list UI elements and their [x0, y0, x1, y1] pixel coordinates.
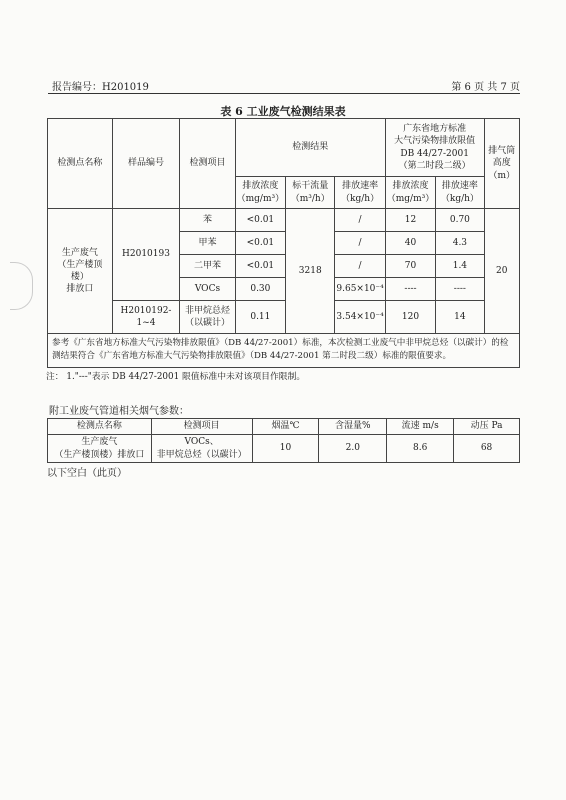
point-name-cell: 生产废气 （生产楼顶楼） 排放口	[48, 209, 113, 334]
params-header: 流速 m/s	[387, 419, 454, 435]
rate-cell: /	[335, 209, 385, 232]
col-header-result: 检测结果	[235, 119, 385, 177]
col-header-limit-rate: 排放速率 （kg/h）	[436, 177, 484, 209]
limit-rate-cell: 0.70	[436, 209, 484, 232]
params-header: 检测点名称	[48, 419, 152, 435]
limit-rate-cell: 4.3	[436, 232, 484, 255]
flue-gas-params-table	[47, 418, 520, 463]
rate-cell: /	[335, 232, 385, 255]
limit-conc-cell: 70	[385, 255, 435, 278]
footnote: 注： 1."---"表示 DB 44/27-2001 限值标准中未对该项目作限制。	[46, 372, 306, 382]
col-header-item: 检测项目	[180, 119, 235, 209]
params-cell: VOCs、 非甲烷总烃（以碳计）	[151, 435, 252, 463]
table-title: 表 6 工业废气检测结果表	[220, 105, 346, 118]
params-header: 检测项目	[151, 419, 252, 435]
header-rule	[48, 93, 520, 94]
table-row	[48, 209, 520, 232]
col-header-rate: 排放速率 （kg/h）	[335, 177, 385, 209]
emission-results-table	[47, 118, 520, 368]
blank-below-note: 以下空白（此页）	[47, 468, 127, 479]
params-cell: 2.0	[319, 435, 387, 463]
limit-rate-cell: 14	[436, 301, 484, 334]
flow-cell: 3218	[286, 209, 335, 334]
col-header-point: 检测点名称	[48, 119, 113, 209]
binding-seal-mark	[10, 262, 33, 310]
limit-conc-cell: ----	[385, 278, 435, 301]
sample-id-cell: H2010193	[112, 209, 180, 301]
item-cell: VOCs	[180, 278, 235, 301]
col-header-flow: 标干流量 （m³/h）	[286, 177, 335, 209]
params-header: 烟温℃	[252, 419, 319, 435]
reference-note: 参考《广东省地方标准大气污染物排放限值》（DB 44/27-2001）标准，本次检测工业废气中非甲烷总烃（以碳计）的检测结果符合《广东省地方标准大气污染物排放限值》（DB 44/27-2001 第二时段二级）标准的限值要求。	[48, 334, 520, 368]
params-cell: 8.6	[387, 435, 454, 463]
params-cell: 10	[252, 435, 319, 463]
item-cell: 苯	[180, 209, 235, 232]
col-header-conc: 排放浓度 （mg/m³）	[235, 177, 285, 209]
col-header-sample: 样品编号	[112, 119, 180, 209]
params-header: 动压 Pa	[454, 419, 520, 435]
sample-id-cell: H2010192-1~4	[112, 301, 180, 334]
height-cell: 20	[484, 209, 519, 334]
conc-cell: <0.01	[235, 232, 285, 255]
limit-conc-cell: 120	[385, 301, 435, 334]
col-header-limit: 广东省地方标准 大气污染物排放限值 DB 44/27-2001 （第二时段二级）	[385, 119, 484, 177]
page-number: 第 6 页 共 7 页	[451, 82, 520, 93]
conc-cell: 0.30	[235, 278, 285, 301]
params-cell: 生产废气 （生产楼顶楼）排放口	[48, 435, 152, 463]
rate-cell: 9.65×10⁻⁴	[335, 278, 385, 301]
report-number: 报告编号：H201019	[52, 82, 149, 93]
item-cell: 甲苯	[180, 232, 235, 255]
rate-cell: 3.54×10⁻⁴	[335, 301, 385, 334]
conc-cell: 0.11	[235, 301, 285, 334]
conc-cell: <0.01	[235, 255, 285, 278]
limit-conc-cell: 40	[385, 232, 435, 255]
table-row	[48, 435, 520, 463]
params-header: 含湿量%	[319, 419, 387, 435]
rate-cell: /	[335, 255, 385, 278]
limit-conc-cell: 12	[385, 209, 435, 232]
col-header-limit-conc: 排放浓度 （mg/m³）	[385, 177, 435, 209]
params-title: 附工业废气管道相关烟气参数：	[49, 406, 189, 417]
limit-rate-cell: 1.4	[436, 255, 484, 278]
item-cell: 二甲苯	[180, 255, 235, 278]
table-row	[48, 301, 520, 334]
conc-cell: <0.01	[235, 209, 285, 232]
limit-rate-cell: ----	[436, 278, 484, 301]
params-cell: 68	[454, 435, 520, 463]
col-header-height: 排气筒 高度 （m）	[484, 119, 519, 209]
item-cell: 非甲烷总烃 （以碳计）	[180, 301, 235, 334]
